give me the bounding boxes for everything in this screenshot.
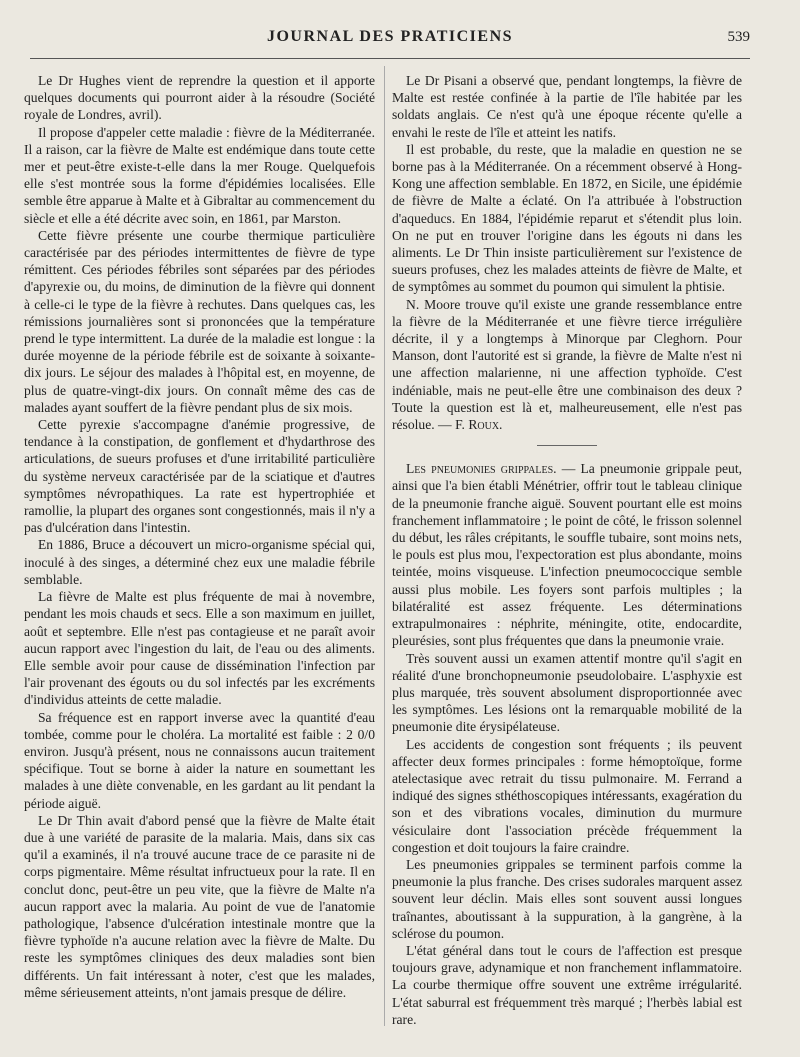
paragraph: Il est probable, du reste, que la maladie en question ne se borne pas à la Méditerranée. On a récemment observé à Hong-Kong une affection semblable. En 1872, en Sicile, une épidémie de fièvre de Malte a éclaté. On l'a attribuée à l'obstruction d'aqueducs. En 1884, l'épidémie reparut et s'étendit plus loin. On ne put en trouver l'origine dans les égouts ni dans les aliments. Le Dr Thin insiste particulièrement sur l'existence de sueurs profuses, chez les malades atteints de fièvre de Malte, et de symptômes au sommet du poumon qui simulent la phtisie.: [392, 141, 742, 295]
author-signature: F. Roux.: [455, 417, 503, 433]
page-header: [30, 28, 750, 50]
paragraph: Les pneumonies grippales se terminent parfois comme la pneumonie la plus franche. Des crises sudorales marquent assez souvent leur déclin. Mais elles sont souvent aussi longues traînantes, aboutissant à la suppuration, à la gangrène, à la sclérose du poumon.: [392, 856, 742, 941]
paragraph-text: N. Moore trouve qu'il existe une grande ressemblance entre la fièvre de la Méditerranée et une fièvre tierce irrégulière décrite, il y a longtemps à Minorque par Cleghorn. Pour Manson, dont l'autorité est si grande, la fièvre de Malte n'est ni une affection malarienne, ni une affection typhoïde. C'est indéniable, mais ne peut-elle être une combinaison des deux ? Toute la question est là et, malheureusement, elle n'est pas résolue. —: [392, 296, 742, 433]
paragraph: Il propose d'appeler cette maladie : fièvre de la Méditerranée. Il a raison, car la fièvre de Malte est endémique dans toute cette mer et peut-être existe-t-elle dans la mer Rouge. Quelquefois elle s'est montrée sous la forme d'épidémies localisées. Elle semble être apparue à Malte et à Gibraltar au commencement du siècle et elle a été décrite avec soin, en 1861, par Marston.: [24, 124, 376, 226]
paragraph: En 1886, Bruce a découvert un micro-organisme spécial qui, inoculé à des singes, a déterminé chez eux une maladie fébrile semblable.: [24, 537, 375, 587]
running-title: JOURNAL DES PRATICIENS: [266, 28, 514, 45]
paragraph: Le Dr Thin avait d'abord pensé que la fièvre de Malte était due à une variété de parasite de la malaria. Mais, dans six cas qu'il a examinés, il n'a trouvé aucune trace de ce parasite ni de corps pigmentaire. Même résultat infructueux pour la rate. Il en conclut donc, peut-être un peu vite, que la fièvre de Malte n'a aucun rapport avec la malaria. Au point de vue de l'anatomie pathologique, l'absence d'ulcération intestinale montre que la fièvre typhoïde n'a aucune relation avec la fièvre de Malte. Du reste les symptômes cliniques des deux maladies sont bien différents. Un fait intéressant à noter, c'est que les malades, même sérieusement atteints, n'ont jamais presque de délire.: [24, 812, 375, 1000]
left-column: [24, 72, 375, 1001]
paragraph: Le Dr Hughes vient de reprendre la question et il apporte quelques documents qui pourront aider à la résoudre (Société royale de Londres, avril).: [24, 73, 375, 123]
paragraph: Le Dr Pisani a observé que, pendant longtemps, la fièvre de Malte est restée confinée à la partie de l'île habitée par les soldats anglais. Ce n'est qu'à une époque récente qu'elle a envahi le reste de l'île et atteint les natifs.: [392, 73, 742, 140]
paragraph: Cette fièvre présente une courbe thermique particulière caractérisée par des périodes intermittentes de fièvre de type rémittent. Ces périodes fébriles sont séparées par des périodes d'apyrexie ou, du moins, de diminution de la fièvre qui donnent à celle-ci le type de la fièvre à rechutes. Dans quelques cas, les rémissions journalières sont si prononcées que la température prend le type intermittent. La durée de la maladie est longue : la durée moyenne de la période fébrile est de soixante à soixante-dix jours. Le séjour des malades à l'hôpital est, en moyenne, de plus de quatre-vingt-dix jours. On connaît même des cas de malades ayant souffert de la fièvre pendant plus de six mois.: [24, 227, 375, 415]
right-column: [392, 72, 742, 1028]
paragraph: Sa fréquence est en rapport inverse avec la quantité d'eau tombée, comme pour le choléra. La mortalité est faible : 2 0/0 environ. Jusqu'à présent, nous ne connaissons aucun traitement spécifique. Tout se borne à aider la nature en soumettant les malades à une diète convenable, en les gardant au lit pendant la période aiguë.: [24, 709, 375, 811]
paragraph: Cette pyrexie s'accompagne d'anémie progressive, de tendance à la constipation, de gonflement et d'hydarthrose des articulations, de sueurs profuses et d'une irritabilité particulière du système nerveux caractérisée par de la sciatique et d'autres symptômes névropathiques. La rate est hypertrophiée et ramollie, la plupart des organes sont congestionnés, mais il n'y a pas d'ulcération dans l'intestin.: [24, 417, 375, 536]
page-number: 539: [727, 29, 750, 45]
header-rule: [30, 58, 750, 59]
paragraph: [392, 296, 742, 434]
section-heading: Les pneumonies grippales.: [406, 461, 557, 477]
paragraph-text: — La pneumonie grippale peut, ainsi que l'a bien établi Ménétrier, offrir tout le tableau clinique de la pneumonie franche aiguë. Souvent pourtant elle est moins franchement inflammatoire ; le point de côté, le frisson solennel du début, les râles crépitants, le souffle tubaire, sont moins nets, le pouls est plus mou, l'expectoration est plus abondante, moins teintée, moins visqueuse. L'infection pneumococcique semble aussi plus mobile. Les foyers sont parfois multiples ; la bilatéralité est assez fréquente. Les déterminations extrapulmonaires : néphrite, méningite, otite, endocardite, pleurésies, sont plus fréquentes que dans la pneumonie vraie.: [392, 461, 743, 649]
column-divider: [384, 66, 385, 1026]
paragraph: Très souvent aussi un examen attentif montre qu'il s'agit en réalité d'une bronchopneumonie pseudolobaire. L'asphyxie est plus marquée, très souvent absolument disproportionnée avec les symptômes. Les lésions ont la remarquable mobilité de la pneumonie dite érysipélateuse.: [392, 650, 742, 735]
paragraph: La fièvre de Malte est plus fréquente de mai à novembre, pendant les mois chauds et secs. Elle a son maximum en juillet, août et septembre. Elle n'est pas contagieuse et ne paraît avoir aucun rapport avec l'ingestion du lait, de l'eau ou des aliments. Elle semble avoir pour cause de dissémination l'infection par l'air provenant des égouts ou du sol infectés par les excréments d'individus atteints de cette maladie.: [24, 589, 375, 708]
paragraph: L'état général dans tout le cours de l'affection est presque toujours grave, adynamique et non franchement inflammatoire. La courbe thermique offre souvent une extrême irrégularité. L'état saburral est fréquemment très marqué ; l'herbès labial est rare.: [392, 942, 742, 1027]
paragraph: Les accidents de congestion sont fréquents ; ils peuvent affecter deux formes principales : forme hémoptoïque, forme atelectasique avec retrait du tissu pulmonaire. M. Ferrand a indiqué des signes sthéthoscopiques intéressants, exagération du son et des vibrations vocales, diminution du murmure vésiculaire dont l'association précède fréquemment la congestion et doit toujours la faire craindre.: [392, 736, 742, 855]
section-opening-paragraph: [392, 460, 742, 649]
section-separator: [537, 445, 597, 446]
